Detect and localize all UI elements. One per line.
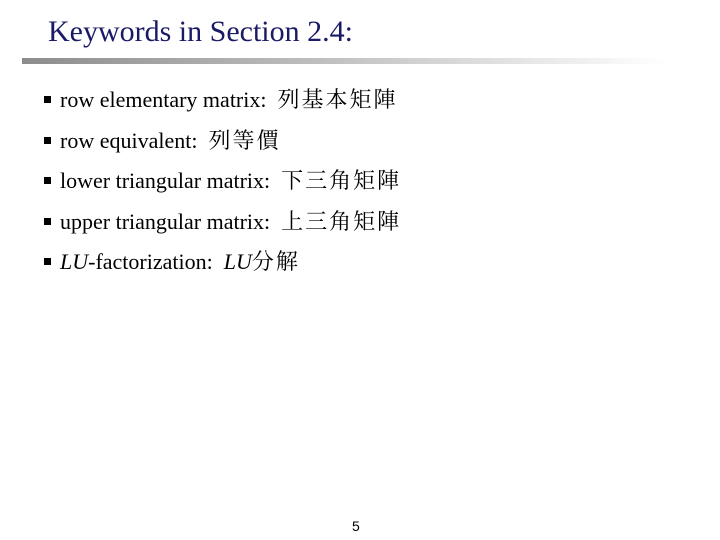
keyword-translation-prefix: LU: [223, 249, 252, 274]
keyword-list: [0, 80, 720, 283]
square-bullet-icon: [44, 258, 51, 265]
keyword-entry: [60, 202, 401, 243]
keyword-translation: 列基本矩陣: [277, 88, 398, 113]
keyword-term-prefix: LU: [60, 249, 89, 274]
square-bullet-icon: [44, 96, 51, 103]
keyword-entry: [60, 121, 280, 162]
list-item-row-elementary-matrix: [0, 80, 720, 121]
keyword-translation: 列等價: [208, 128, 281, 154]
list-item-lu-factorization: [0, 242, 720, 283]
keyword-term: row equivalent:: [60, 127, 198, 153]
keyword-term: lower triangular matrix:: [60, 168, 271, 193]
keyword-term: -factorization:: [88, 249, 213, 274]
keyword-translation: 下三角矩陣: [281, 169, 402, 194]
keyword-entry: [60, 242, 300, 283]
list-item-upper-triangular-matrix: [0, 202, 720, 243]
list-item-row-equivalent: [0, 121, 720, 162]
keyword-term: row elementary matrix:: [60, 87, 267, 112]
keyword-translation: 上三角矩陣: [281, 209, 402, 235]
square-bullet-icon: [44, 177, 51, 184]
keyword-translation: 分解: [251, 250, 300, 275]
slide-title: Keywords in Section 2.4:: [48, 15, 353, 48]
square-bullet-icon: [44, 137, 51, 144]
keyword-entry: [60, 161, 401, 202]
keyword-term: upper triangular matrix:: [60, 208, 271, 234]
keyword-entry: [60, 80, 398, 121]
list-item-lower-triangular-matrix: [0, 161, 720, 202]
square-bullet-icon: [44, 218, 51, 225]
title-divider: [22, 58, 668, 64]
page-number: 5: [352, 518, 360, 534]
